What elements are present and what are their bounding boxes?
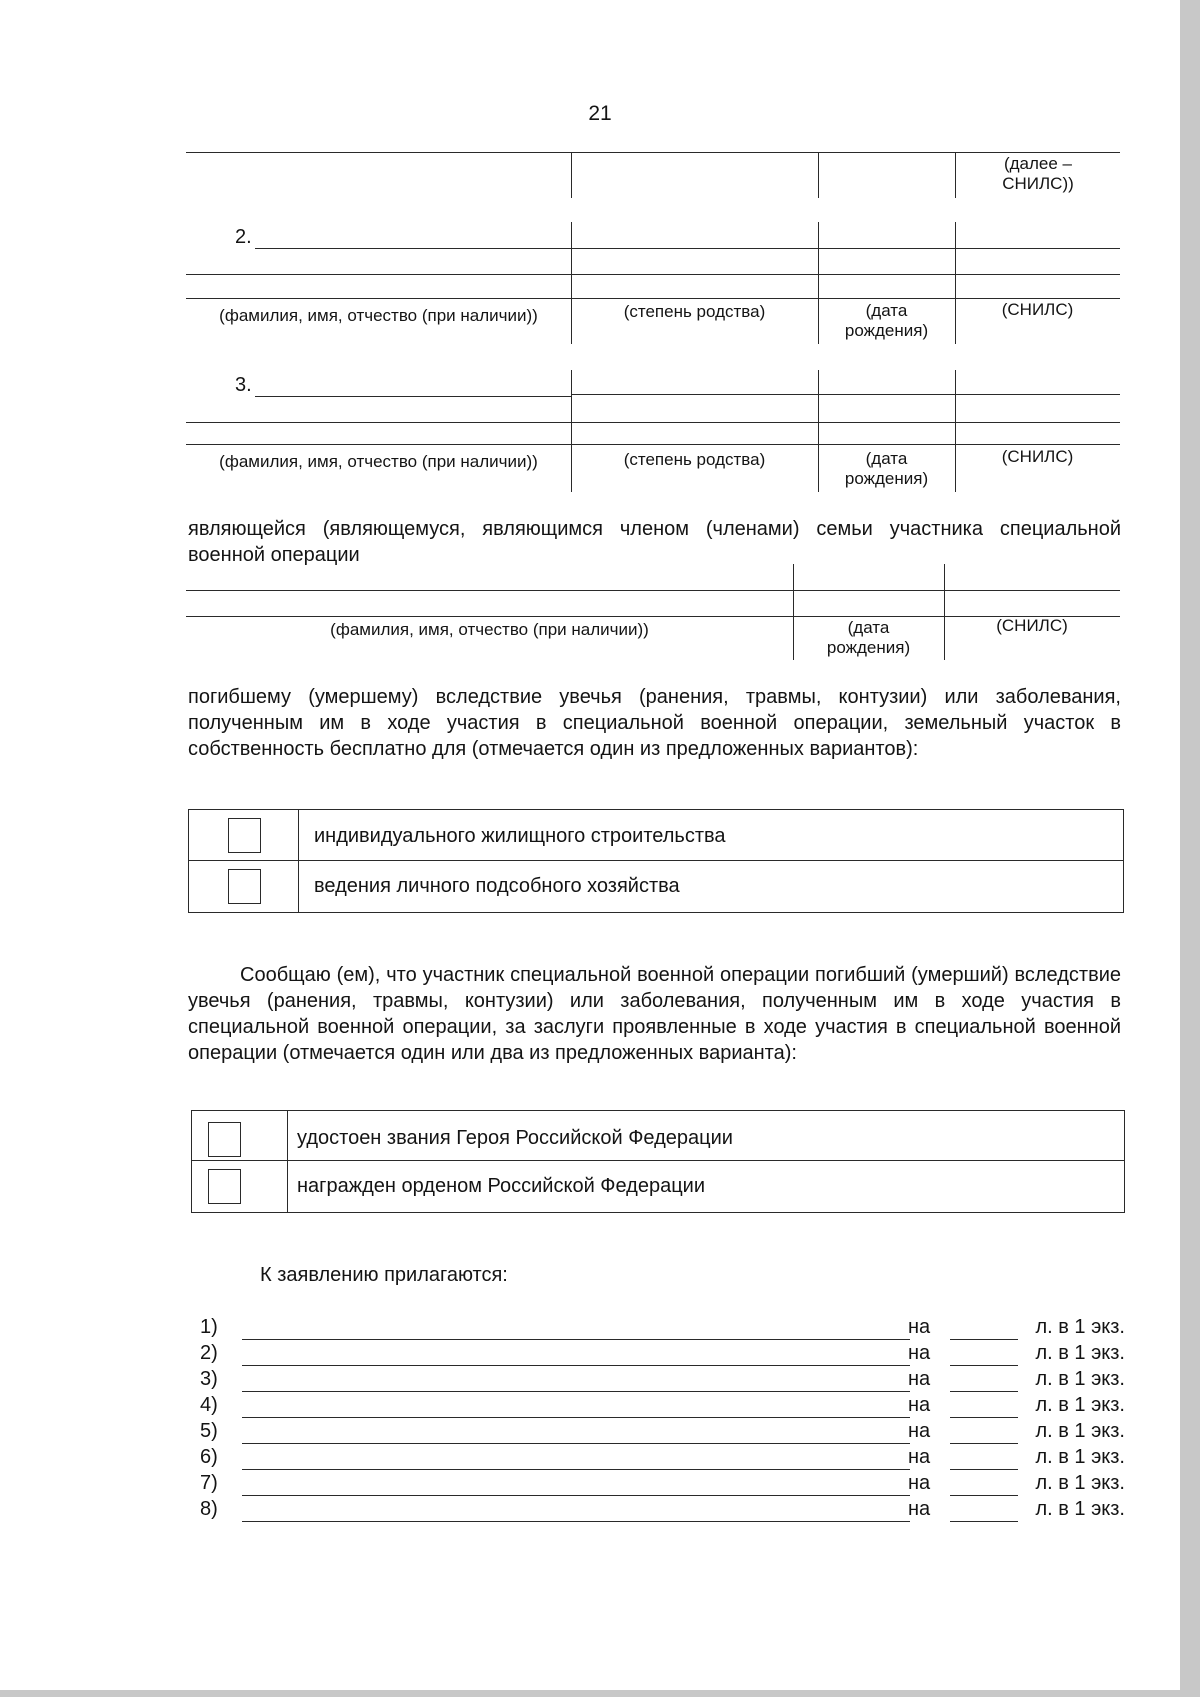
award-option-label: награжден орденом Российской Федерации	[297, 1175, 706, 1197]
attachment-row	[200, 1342, 1125, 1368]
attachments-title: К заявлению прилагаются:	[260, 1264, 508, 1286]
attachment-sheets-field[interactable]	[950, 1417, 1018, 1418]
purpose-options-table	[188, 809, 1124, 913]
row-number-2: 2.	[235, 226, 252, 248]
snils-continued-caption: (далее – СНИЛС))	[1002, 154, 1074, 193]
award-checkbox-order[interactable]	[208, 1169, 241, 1204]
attachment-number: 4)	[200, 1394, 218, 1416]
attachment-na-label: на	[908, 1420, 931, 1442]
land-paragraph: погибшему (умершему) вследствие увечья (ранения, травмы, контузии) или заболевания, полученным им в ходе участия в специальной военной операции, земельный участок в собственность бесплатно для (отмечается один из предложенных вариантов):	[188, 686, 1121, 760]
member-paragraph: являющейся (являющемуся, являющимся членом (членами) семьи участника специальной военной операции	[188, 518, 1121, 566]
attachment-name-field[interactable]	[242, 1339, 910, 1340]
attachment-number: 5)	[200, 1420, 218, 1442]
caption-snils: (СНИЛС)	[1001, 447, 1074, 466]
attachment-name-field[interactable]	[242, 1469, 910, 1470]
attachment-row	[200, 1472, 1125, 1498]
attachment-number: 6)	[200, 1446, 218, 1468]
attachment-na-label: на	[908, 1498, 931, 1520]
attachment-na-label: на	[908, 1472, 931, 1494]
purpose-option-row[interactable]	[189, 810, 1123, 860]
caption-birthdate: (дата рождения)	[844, 301, 929, 340]
award-checkbox-hero[interactable]	[208, 1122, 241, 1157]
attachment-name-field[interactable]	[242, 1521, 910, 1522]
attachment-name-field[interactable]	[242, 1365, 910, 1366]
attachment-row	[200, 1420, 1125, 1446]
attachment-row	[200, 1368, 1125, 1394]
attachment-na-label: на	[908, 1342, 931, 1364]
attachment-copies-label: л. в 1 экз.	[1035, 1498, 1125, 1520]
purpose-checkbox-lph[interactable]	[228, 869, 261, 904]
attachment-number: 2)	[200, 1342, 218, 1364]
caption-kinship: (степень родства)	[623, 302, 766, 321]
caption-snils: (СНИЛС)	[996, 616, 1068, 635]
attachment-sheets-field[interactable]	[950, 1469, 1018, 1470]
attachment-copies-label: л. в 1 экз.	[1035, 1342, 1125, 1364]
attachment-number: 7)	[200, 1472, 218, 1494]
attachment-copies-label: л. в 1 экз.	[1035, 1368, 1125, 1390]
attachment-na-label: на	[908, 1446, 931, 1468]
attachment-na-label: на	[908, 1316, 931, 1338]
attachment-row	[200, 1394, 1125, 1420]
caption-kinship: (степень родства)	[623, 450, 766, 469]
attachment-copies-label: л. в 1 экз.	[1035, 1446, 1125, 1468]
attachment-sheets-field[interactable]	[950, 1521, 1018, 1522]
attachment-row	[200, 1446, 1125, 1472]
purpose-option-label: ведения личного подсобного хозяйства	[314, 875, 680, 897]
caption-fio: (фамилия, имя, отчество (при наличии))	[219, 452, 538, 471]
page-number: 21	[588, 102, 612, 125]
attachment-name-field[interactable]	[242, 1391, 910, 1392]
caption-snils: (СНИЛС)	[1001, 300, 1074, 319]
attachment-copies-label: л. в 1 экз.	[1035, 1472, 1125, 1494]
attachment-name-field[interactable]	[242, 1495, 910, 1496]
attachment-number: 8)	[200, 1498, 218, 1520]
row-number-3: 3.	[235, 374, 252, 396]
award-option-label: удостоен звания Героя Российской Федерации	[297, 1127, 733, 1149]
caption-birthdate: (дата рождения)	[844, 449, 929, 488]
attachment-number: 1)	[200, 1316, 218, 1338]
attachment-number: 3)	[200, 1368, 218, 1390]
inform-paragraph: Сообщаю (ем), что участник специальной военной операции погибший (умерший) вследствие увечья (ранения, травмы, контузии) или заболевания, полученным им в ходе участия в специальной военной операции, за заслуги проявленные в ходе участия в специальной военной операции (отмечается один или два из предложенных варианта):	[188, 964, 1121, 1064]
attachment-sheets-field[interactable]	[950, 1495, 1018, 1496]
attachment-row	[200, 1498, 1125, 1524]
award-option-row[interactable]	[192, 1111, 1124, 1160]
attachment-name-field[interactable]	[242, 1443, 910, 1444]
attachment-sheets-field[interactable]	[950, 1339, 1018, 1340]
attachment-na-label: на	[908, 1368, 931, 1390]
attachment-row	[200, 1316, 1125, 1342]
attachment-copies-label: л. в 1 экз.	[1035, 1420, 1125, 1442]
attachment-sheets-field[interactable]	[950, 1365, 1018, 1366]
attachment-copies-label: л. в 1 экз.	[1035, 1394, 1125, 1416]
attachment-name-field[interactable]	[242, 1417, 910, 1418]
purpose-checkbox-ijs[interactable]	[228, 818, 261, 853]
purpose-option-label: индивидуального жилищного строительства	[314, 825, 726, 847]
caption-fio: (фамилия, имя, отчество (при наличии))	[330, 620, 649, 639]
attachment-sheets-field[interactable]	[950, 1443, 1018, 1444]
caption-fio: (фамилия, имя, отчество (при наличии))	[219, 306, 538, 325]
caption-birthdate: (дата рождения)	[826, 618, 911, 657]
award-option-row[interactable]	[192, 1160, 1124, 1211]
award-options-table	[191, 1110, 1125, 1213]
purpose-option-row[interactable]	[189, 860, 1123, 911]
attachment-sheets-field[interactable]	[950, 1391, 1018, 1392]
attachment-copies-label: л. в 1 экз.	[1035, 1316, 1125, 1338]
attachment-na-label: на	[908, 1394, 931, 1416]
